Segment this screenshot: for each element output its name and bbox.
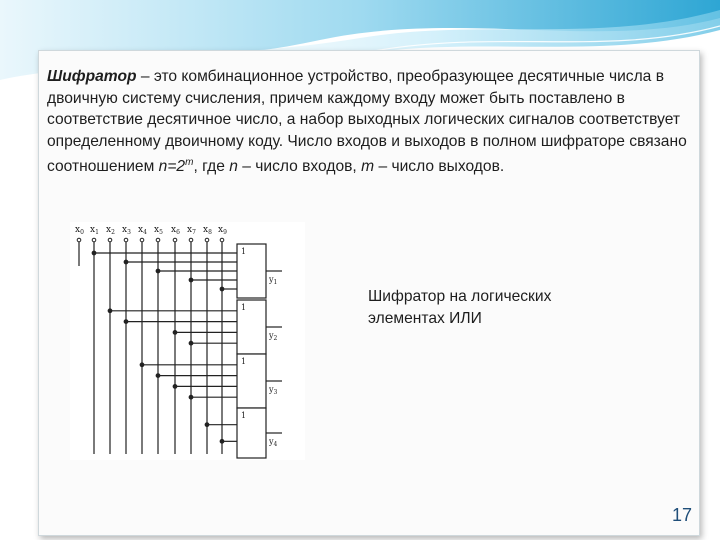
input-terminal-x5 (156, 238, 160, 242)
junction-dot (189, 395, 193, 399)
gate-label: 1 (241, 247, 247, 256)
input-label-x7: $x_7$ (187, 225, 196, 236)
output-label-y2: $y_2$ (269, 331, 278, 342)
junction-dot (173, 385, 177, 389)
var-n-description: – число входов, (237, 158, 362, 176)
output-label-y4: $y_4$ (269, 437, 278, 448)
input-label-x9: $x_9$ (218, 225, 227, 236)
junction-dot (124, 260, 128, 264)
diagram-caption: Шифратор на логических элементах ИЛИ (368, 288, 552, 327)
var-n: n (229, 158, 238, 176)
encoder-circuit-diagram (70, 222, 305, 460)
junction-dot (189, 278, 193, 282)
input-terminal-x0 (77, 238, 81, 242)
input-label-x6: $x_6$ (171, 225, 180, 236)
output-label-y3: $y_3$ (269, 385, 278, 396)
input-labels (75, 225, 227, 236)
gate-label: 1 (241, 411, 247, 420)
input-label-x8: $x_8$ (203, 225, 212, 236)
input-terminal-x7 (189, 238, 193, 242)
junction-dot (205, 423, 209, 427)
junction-dot (156, 269, 160, 273)
var-m-description: – число выходов. (374, 158, 505, 176)
input-label-x4: $x_4$ (138, 225, 147, 236)
junction-dot (173, 331, 177, 335)
var-m: m (361, 158, 375, 176)
formula-exponent: m (185, 157, 194, 168)
junction-dot (220, 287, 224, 291)
or-gates (237, 244, 282, 458)
junction-dot (108, 309, 112, 313)
output-label-y1: $y_1$ (269, 275, 278, 286)
input-terminal-x9 (220, 238, 224, 242)
input-label-x5: $x_5$ (154, 225, 163, 236)
input-terminal-x8 (205, 238, 209, 242)
formula-base: n=2 (158, 158, 186, 176)
page-number: 17 (671, 505, 692, 525)
input-label-x0: $x_0$ (75, 225, 84, 236)
junction-dot (92, 251, 96, 255)
junction-dot (156, 374, 160, 378)
input-label-x2: $x_2$ (106, 225, 115, 236)
junction-dot (124, 320, 128, 324)
formula-where: , где (193, 158, 230, 176)
input-label-x3: $x_3$ (122, 225, 131, 236)
junction-dot (140, 363, 144, 367)
definition-paragraph (47, 66, 687, 178)
input-terminal-x2 (108, 238, 112, 242)
circuit-wires (77, 238, 237, 454)
junction-dot (220, 440, 224, 444)
definition-text: – это комбинационное устройство, преобразующее десятичные числа в двоичную систему счисления, причем каждому входу может быть поставлено в соответствие десятичное число, а набор выходных логических сигналов соответствует определенному двоичному коду. Число входов и выходов в полном шифраторе связано соотношением (47, 68, 687, 176)
input-terminal-x1 (92, 238, 96, 242)
input-label-x1: $x_1$ (90, 225, 99, 236)
gate-label: 1 (241, 303, 247, 312)
input-terminal-x3 (124, 238, 128, 242)
input-terminal-x4 (140, 238, 144, 242)
junction-dot (189, 341, 193, 345)
term-encoder: Шифратор (47, 68, 137, 85)
gate-label: 1 (241, 357, 247, 366)
input-terminal-x6 (173, 238, 177, 242)
